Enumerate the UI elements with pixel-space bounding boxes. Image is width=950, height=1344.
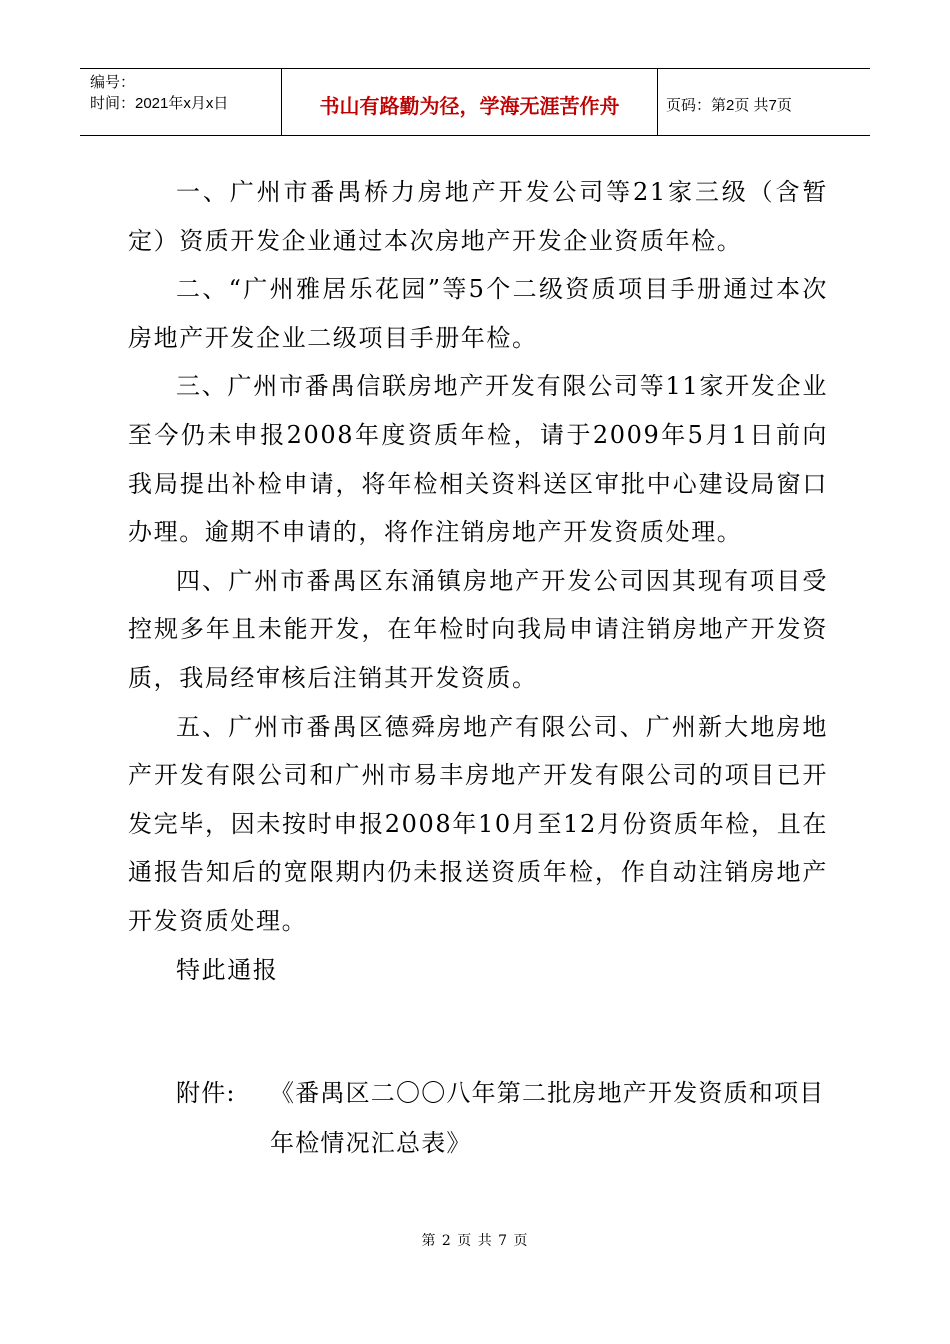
attachment <box>176 1068 836 1168</box>
attachment-title: 《番禺区二〇〇八年第二批房地产开发资质和项目年检情况汇总表》 <box>270 1079 825 1157</box>
document-date: 时间：2021年x月x日 <box>90 95 229 112</box>
closing-notice: 特此通报 <box>176 955 279 984</box>
header-meta <box>80 69 282 135</box>
header-motto: 书山有路勤为径，学海无涯苦作舟 <box>282 69 658 135</box>
paragraph-4: 四、广州市番禺区东涌镇房地产开发公司因其现有项目受控规多年且未能开发，在年检时向我局申请注销房地产开发资质，我局经审核后注销其开发资质。 <box>128 566 828 692</box>
attachment-label: 附件: <box>176 1079 236 1107</box>
page-header <box>80 68 870 136</box>
document-number-label: 编号： <box>90 74 136 91</box>
document-body <box>128 168 828 994</box>
paragraph-5: 五、广州市番禺区德舜房地产有限公司、广州新大地房地产开发有限公司和广州市易丰房地产开发有限公司的项目已开发完毕，因未按时申报2008年10月至12月份资质年检，且在通报告知后的宽限期内仍未报送资质年检，作自动注销房地产开发资质处理。 <box>128 712 828 935</box>
paragraph-2: 二、“广州雅居乐花园”等5个二级资质项目手册通过本次房地产开发企业二级项目手册年检。 <box>128 275 828 352</box>
paragraph-1: 一、广州市番禺桥力房地产开发公司等21家三级（含暂定）资质开发企业通过本次房地产开发企业资质年检。 <box>128 178 828 255</box>
page-footer: 第 2 页 共 7 页 <box>421 1233 529 1249</box>
paragraph-3: 三、广州市番禺信联房地产开发有限公司等11家开发企业至今仍未申报2008年度资质年检，请于2009年5月1日前向我局提出补检申请，将年检相关资料送区审批中心建设局窗口办理。逾期不申请的，将作注销房地产开发资质处理。 <box>128 372 828 547</box>
header-page-info: 页码：第2页 共7页 <box>666 96 792 114</box>
